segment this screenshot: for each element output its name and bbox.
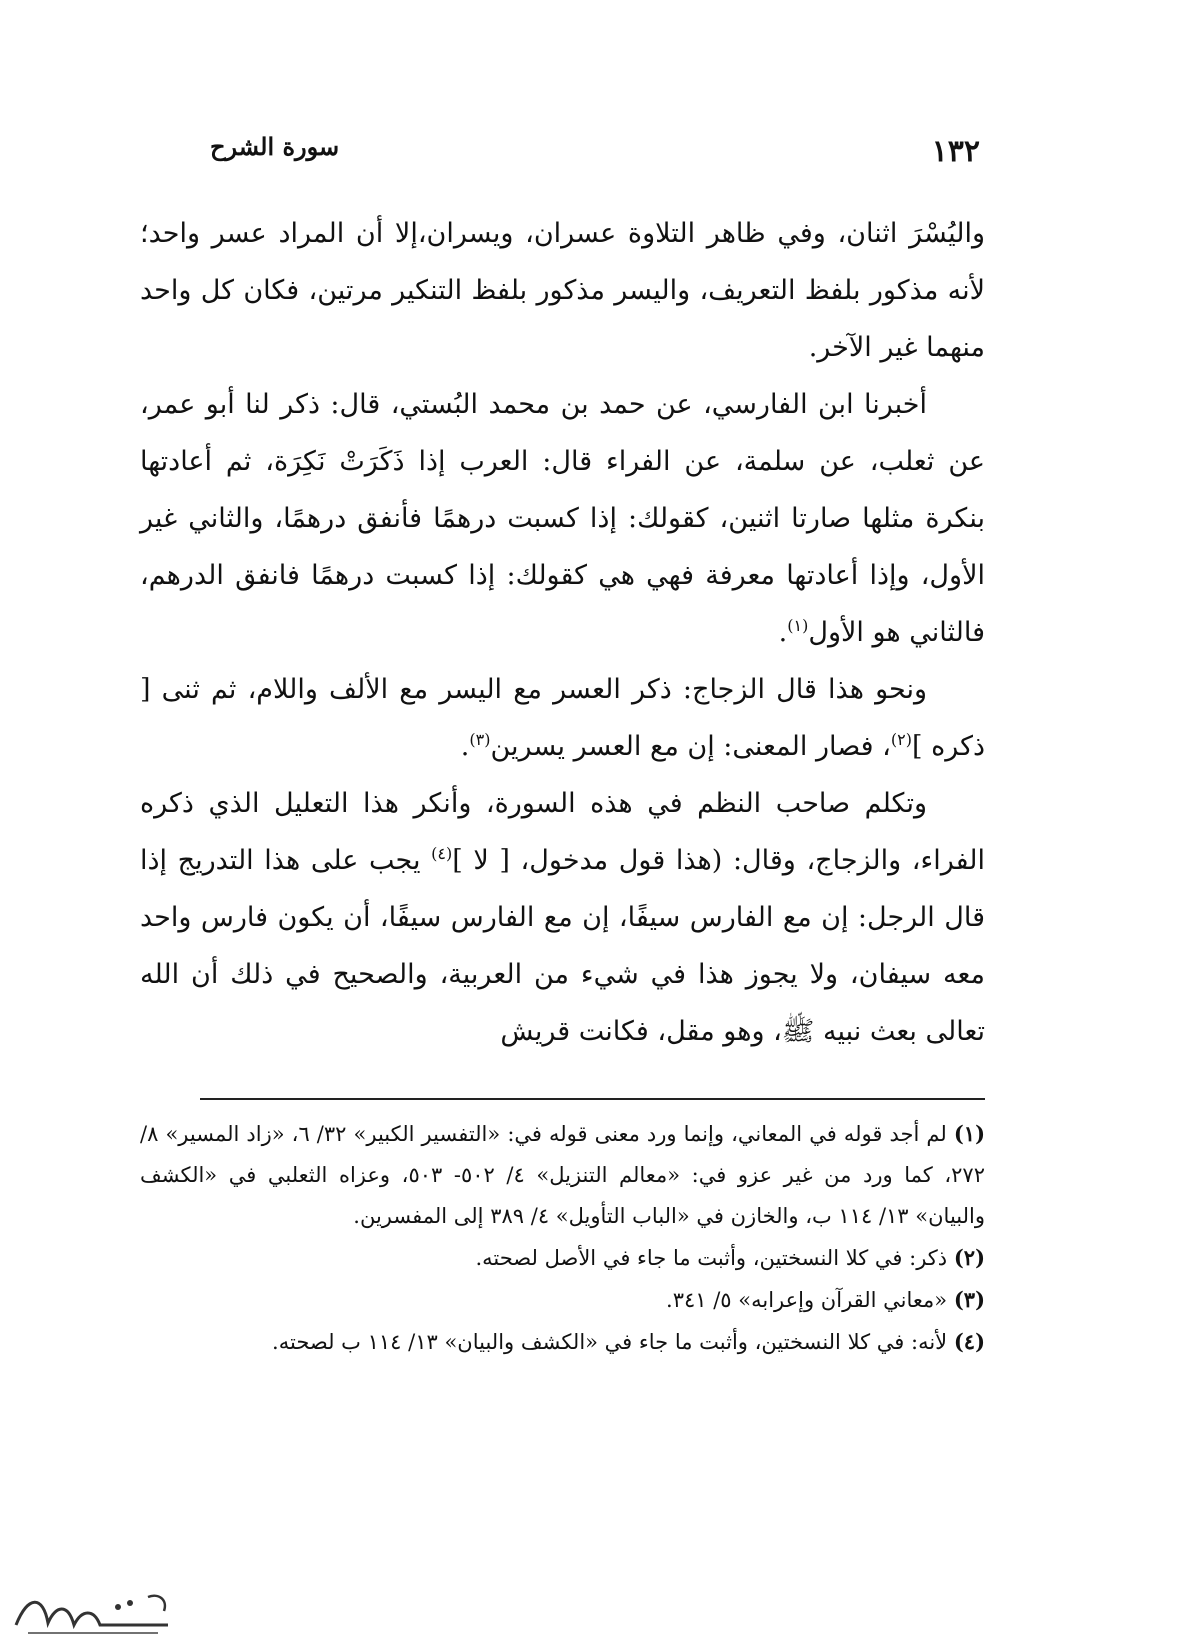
paragraph-1 [140,205,985,376]
page-header [210,128,980,178]
paragraph-3 [140,661,985,775]
footnote-3 [140,1279,985,1321]
footnote-2-marker: (٢) [953,1245,985,1270]
footnote-ref-3: (٣) [469,730,491,749]
footnote-2 [140,1237,985,1279]
paragraph-1-text: واليُسْرَ اثنان، وفي ظاهر التلاوة عسران، ويسران،إلا أن المراد عسر واحد؛لأنه مذكور بلفظ التعريف، واليسر مذكور بلفظ التنكير مرتين، فكان كل واحد منهما غير الآخر. [140,218,985,363]
paragraph-4-text-a: وتكلم صاحب النظم في هذه السورة، وأنكر هذا التعليل الذي ذكره الفراء، والزجاج، وقال: (هذا قول مدخول، [ لا ] [140,788,985,876]
paragraph-3-text-b: ، فصار المعنى: إن مع العسر يسرين [490,731,891,762]
paragraph-3-text-a: ونحو هذا قال الزجاج: ذكر العسر مع اليسر مع الألف واللام، ثم ثنى [ ذكره ] [140,674,985,762]
footnote-1-marker: (١) [953,1121,985,1146]
footnote-1-text: لم أجد قوله في المعاني، وإنما ورد معنى قوله في: «التفسير الكبير» ٣٢/ ٦، «زاد المسير» ٨/ ٢٧٢، كما ورد من غير عزو في: «معالم التنزيل» ٤/ ٥٠٢- ٥٠٣، وعزاه الثعلبي في «الكشف والبيان» ١٣/ ١١٤ ب، والخازن في «الباب التأويل» ٤/ ٣٨٩ إلى المفسرين. [140,1122,985,1228]
footnote-3-text: «معاني القرآن وإعرابه» ٥/ ٣٤١. [666,1288,948,1312]
footnote-4-marker: (٤) [953,1329,985,1354]
footnote-2-text: ذكر: في كلا النسختين، وأثبت ما جاء في الأصل لصحته. [475,1246,948,1270]
footnote-ref-2: (٢) [890,730,912,749]
footnote-divider [200,1098,985,1100]
footnote-ref-1: (١) [787,616,809,635]
footnote-3-marker: (٣) [953,1287,985,1312]
paragraph-2-end: . [778,617,788,648]
footnote-ref-4: (٤) [431,844,453,863]
paragraph-2 [140,376,985,661]
paragraph-3-end: . [460,731,470,762]
footnote-4-text: لأنه: في كلا النسختين، وأثبت ما جاء في «الكشف والبيان» ١٣/ ١١٤ ب لصحته. [272,1330,948,1354]
page-number: ١٣٢ [931,134,980,169]
watermark-logo [8,1585,188,1645]
paragraph-4 [140,775,985,1060]
paragraph-2-text: أخبرنا ابن الفارسي، عن حمد بن محمد البُستي، قال: ذكر لنا أبو عمر، عن ثعلب، عن سلمة، عن الفراء قال: العرب إذا ذَكَرَتْ نَكِرَة، ثم أعادتها بنكرة مثلها صارتا اثنين، كقولك: إذا كسبت درهمًا فأنفق درهمًا، والثاني غير الأول، وإذا أعادتها معرفة فهي هي كقولك: إذا كسبت درهمًا فانفق الدرهم، فالثاني هو الأول [140,389,985,648]
paragraph-4-text-b: يجب على هذا التدريج إذا قال الرجل: إن مع الفارس سيفًا، إن مع الفارس سيفًا، أن يكون فارس واحد معه سيفان، ولا يجوز هذا في شيء من العربية، والصحيح في ذلك أن الله تعالى بعث نبيه ﷺ، وهو مقل، فكانت قريش [140,845,985,1047]
main-text [140,205,985,1060]
surah-title: سورة الشرح [210,132,340,161]
footnotes [140,1113,985,1363]
footnote-4 [140,1321,985,1363]
footnote-1 [140,1113,985,1237]
